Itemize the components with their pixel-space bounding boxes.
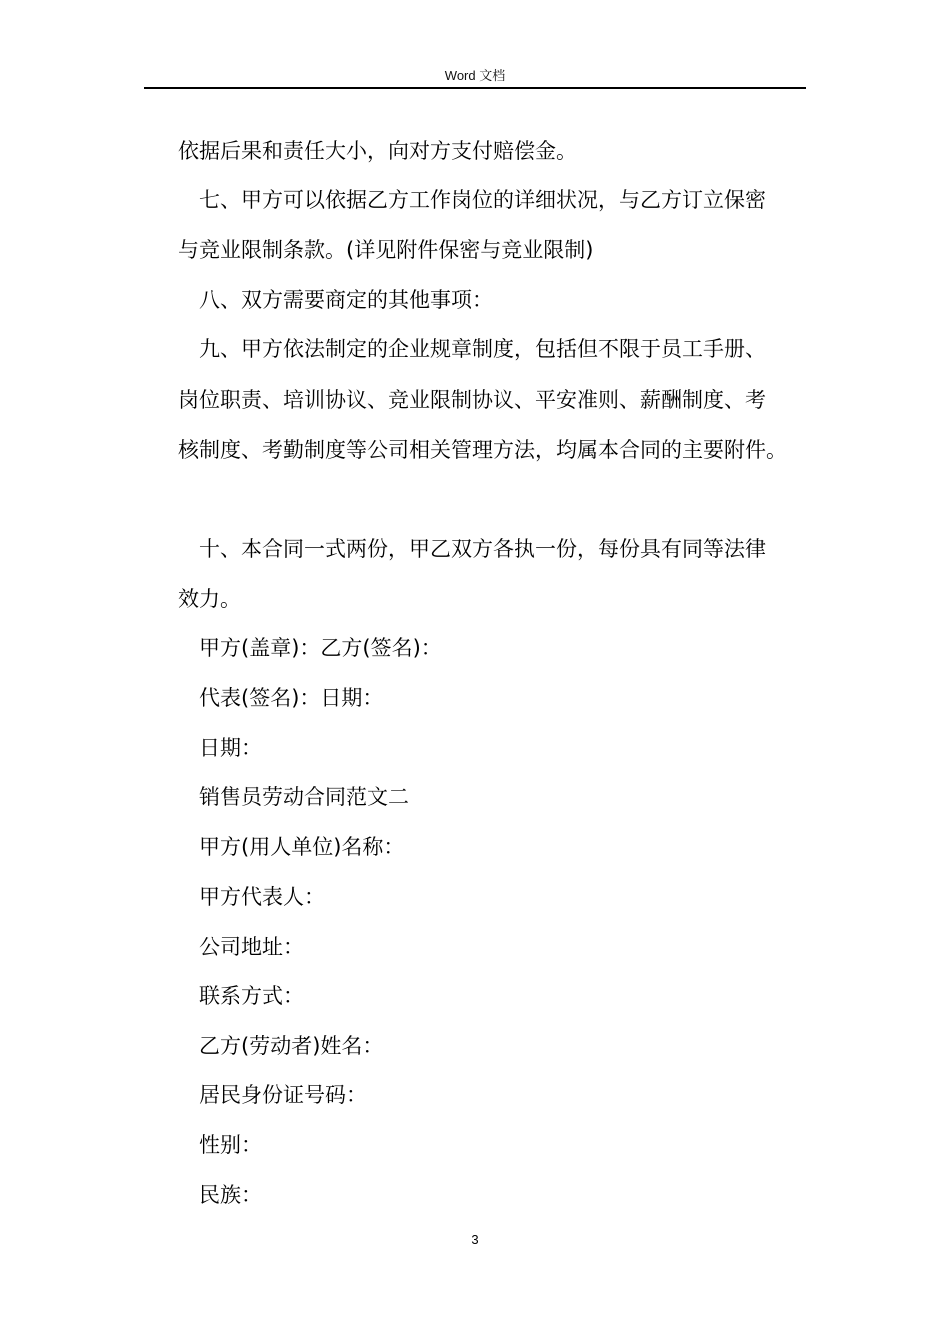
text-line: 七、甲方可以依据乙方工作岗位的详细状况，与乙方订立保密: [199, 188, 766, 212]
text-line: 甲方(盖章)：乙方(签名)：: [199, 636, 442, 660]
text-line: 联系方式：: [199, 984, 304, 1008]
text-line: 核制度、考勤制度等公司相关管理方法，均属本合同的主要附件。: [178, 438, 787, 462]
page-number: 3: [471, 1232, 479, 1247]
text-line: 公司地址：: [199, 935, 304, 959]
text-line: 十、本合同一式两份，甲乙双方各执一份，每份具有同等法律: [199, 537, 766, 561]
text-line: 代表(签名)：日期：: [199, 686, 384, 710]
header-divider: [144, 87, 806, 89]
text-line: 与竞业限制条款。(详见附件保密与竞业限制): [178, 238, 594, 262]
text-line: 依据后果和责任大小，向对方支付赔偿金。: [178, 139, 577, 163]
text-line: 甲方代表人：: [199, 885, 325, 909]
text-line: 效力。: [178, 587, 241, 611]
text-line: 民族：: [199, 1183, 262, 1207]
text-line: 性别：: [199, 1133, 262, 1157]
text-line: 销售员劳动合同范文二: [199, 785, 409, 809]
text-line: 日期：: [199, 736, 262, 760]
text-line: 岗位职责、培训协议、竞业限制协议、平安准则、薪酬制度、考: [178, 388, 766, 412]
text-line: 八、双方需要商定的其他事项：: [199, 288, 493, 312]
text-line: 乙方(劳动者)姓名：: [199, 1034, 384, 1058]
page-header-title: Word 文档: [444, 68, 506, 83]
text-line: 甲方(用人单位)名称：: [199, 835, 405, 859]
text-line: 九、甲方依法制定的企业规章制度，包括但不限于员工手册、: [199, 337, 766, 361]
text-line: 居民身份证号码：: [199, 1083, 367, 1107]
